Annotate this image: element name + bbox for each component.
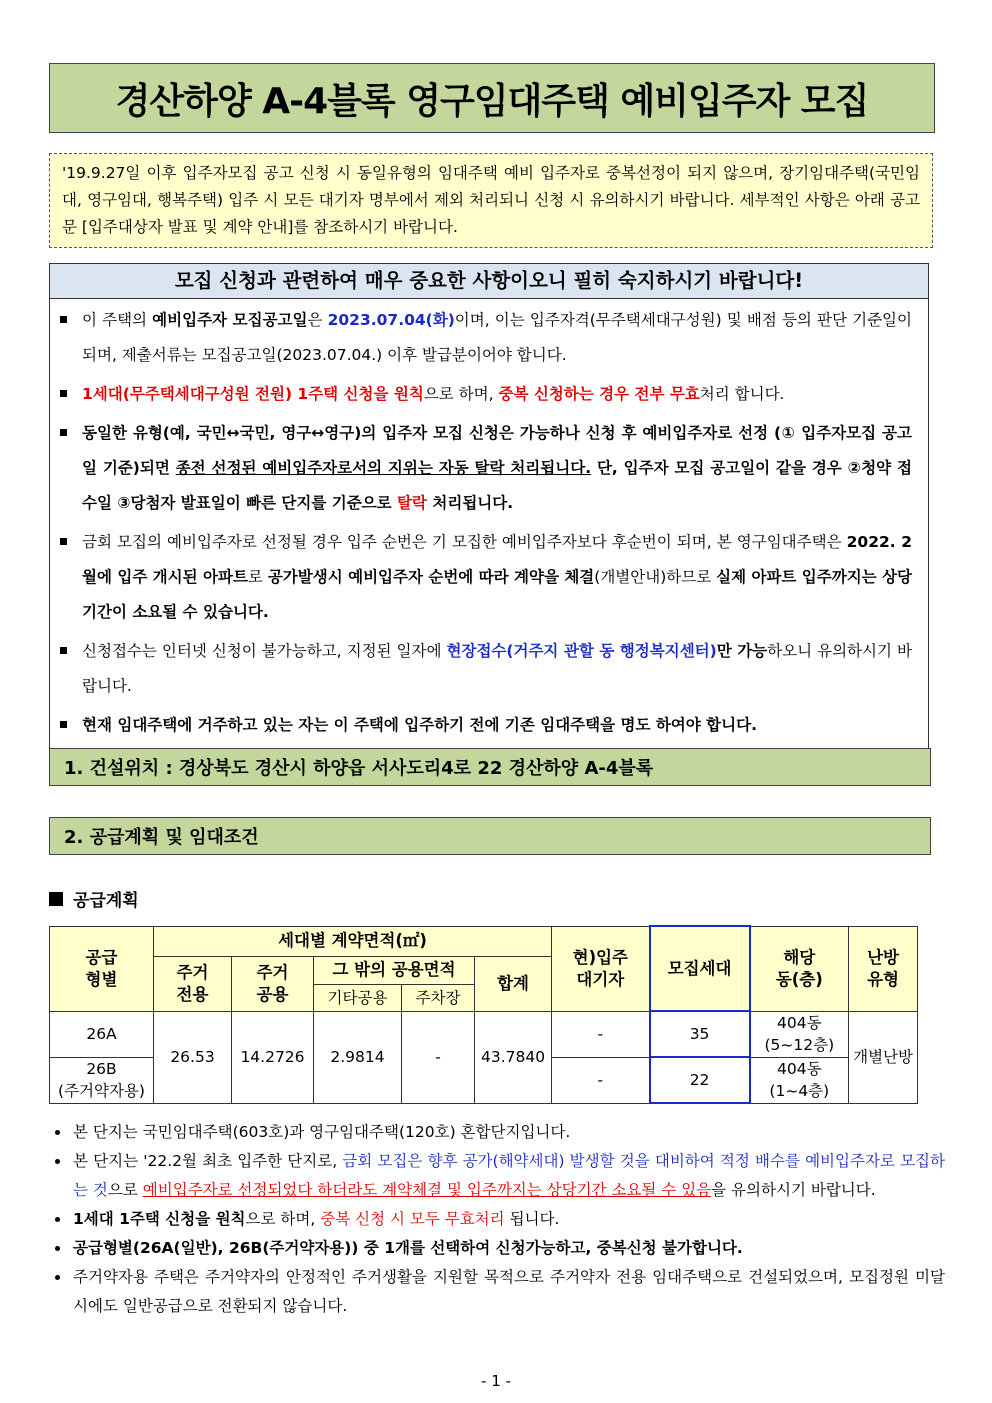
cell-recruit: 35 [650, 1011, 750, 1057]
table-row [50, 1011, 918, 1057]
important-heading: 모집 신청과 관련하여 매우 중요한 사항이오니 필히 숙지하시기 바랍니다! [50, 264, 928, 299]
note-item: 본 단지는 국민임대주택(603호)과 영구임대주택(120호) 혼합단지입니다. [49, 1118, 945, 1147]
section-location: 1. 건설위치 : 경상북도 경산시 하양읍 서사도리4로 22 경산하양 A-4블록 [49, 748, 931, 786]
header-current-waiting: 현)입주 대기자 [552, 926, 650, 1011]
cell-exclusive-area: 26.53 [154, 1011, 232, 1103]
header-recruit-households: 모집세대 [650, 926, 750, 1011]
note-item: 본 단지는 '22.2월 최초 입주한 단지로, 금회 모집은 향후 공가(해약세대) 발생할 것을 대비하여 적정 배수를 예비입주자로 모집하는 것으로 예비입주자로 선정되었다 하더라도 계약체결 및 입주까지는 상당기간 소요될 수 있음을 유의하시기 바랍니다. [49, 1147, 945, 1205]
cell-building: 404동 (1~4층) [750, 1057, 849, 1103]
note-item: 주거약자용 주택은 주거약자의 안정적인 주거생활을 지원할 목적으로 주거약자 전용 임대주택으로 건설되었으며, 모집정원 미달 시에도 일반공급으로 전환되지 않습니다. [49, 1263, 945, 1321]
header-building-floor: 해당 동(층) [750, 926, 849, 1011]
square-bullet-icon [49, 892, 63, 906]
important-item: 1세대(무주택세대구성원 전원) 1주택 신청을 원칙으로 하며, 중복 신청하는 경우 전부 무효처리 합니다. [60, 377, 912, 412]
important-item: 이 주택의 예비입주자 모집공고일은 2023.07.04(화)이며, 이는 입주자격(무주택세대구성원) 및 배점 등의 판단 기준일이 되며, 제출서류는 모집공고일(2023.07.04.) 이후 발급분이어야 합니다. [60, 303, 912, 373]
cell-heating: 개별난방 [849, 1011, 918, 1103]
page-number: - 1 - [481, 1372, 511, 1390]
notice-box: '19.9.27일 이후 입주자모집 공고 신청 시 동일유형의 임대주택 예비 입주자로 중복선정이 되지 않으며, 장기임대주택(국민임대, 영구임대, 행복주택) 입주 시 모든 대기자 명부에서 제외 처리되니 신청 시 유의하시기 바랍니다. 세부적인 사항은 아래 공고문 [입주대상자 발표 및 계약 안내]를 참조하시기 바랍니다. [49, 153, 933, 248]
supply-plan-table [49, 925, 918, 1104]
cell-type: 26A [50, 1011, 154, 1057]
cell-parking: - [402, 1011, 475, 1103]
square-bullet-icon [60, 647, 67, 654]
important-list [50, 299, 928, 753]
important-item: 동일한 유형(예, 국민↔국민, 영구↔영구)의 입주자 모집 신청은 가능하나 신청 후 예비입주자로 선정 (① 입주자모집 공고일 기준)되면 종전 선정된 예비입주자로서의 지위는 자동 탈락 처리됩니다. 단, 입주자 모집 공고일이 같을 경우 ②청약 접수일 ③당첨자 발표일이 빠른 단지를 기준으로 탈락 처리됩니다. [60, 416, 912, 521]
important-item: 신청접수는 인터넷 신청이 불가능하고, 지정된 일자에 현장접수(거주지 관할 동 행정복지센터)만 가능하오니 유의하시기 바랍니다. [60, 634, 912, 704]
cell-recruit: 22 [650, 1057, 750, 1103]
header-etc-common: 기타공용 [314, 984, 402, 1011]
cell-common-area: 14.2726 [232, 1011, 314, 1103]
header-exclusive-area: 주거 전용 [154, 956, 232, 1011]
square-bullet-icon [60, 538, 67, 545]
bullet-dot-icon [55, 1246, 60, 1251]
header-other-common: 그 밖의 공용면적 [314, 956, 475, 984]
square-bullet-icon [60, 390, 67, 397]
bullet-dot-icon [55, 1159, 60, 1164]
bullet-dot-icon [55, 1275, 60, 1280]
important-item: 현재 임대주택에 거주하고 있는 자는 이 주택에 입주하기 전에 기존 임대주택을 명도 하여야 합니다. [60, 708, 912, 743]
cell-total: 43.7840 [475, 1011, 552, 1103]
header-common-area: 주거 공용 [232, 956, 314, 1011]
note-item: 공급형별(26A(일반), 26B(주거약자용)) 중 1개를 선택하여 신청가능하고, 중복신청 불가합니다. [49, 1234, 945, 1263]
cell-waiting: - [552, 1011, 650, 1057]
section-supply-plan: 2. 공급계획 및 임대조건 [49, 817, 931, 855]
header-total: 합계 [475, 956, 552, 1011]
notes-list [49, 1118, 945, 1321]
note-item: 1세대 1주택 신청을 원칙으로 하며, 중복 신청 시 모두 무효처리 됩니다. [49, 1205, 945, 1234]
bullet-dot-icon [55, 1217, 60, 1222]
cell-type: 26B (주거약자용) [50, 1057, 154, 1103]
header-contract-area: 세대별 계약면적(㎡) [154, 926, 552, 956]
cell-building: 404동 (5~12층) [750, 1011, 849, 1057]
important-item: 금회 모집의 예비입주자로 선정될 경우 입주 순번은 기 모집한 예비입주자보다 후순번이 되며, 본 영구임대주택은 2022. 2월에 입주 개시된 아파트로 공가발생시 예비입주자 순번에 따라 계약을 체결(개별안내)하므로 실제 아파트 입주까지는 상당기간이 소요될 수 있습니다. [60, 525, 912, 630]
square-bullet-icon [60, 316, 67, 323]
header-parking: 주차장 [402, 984, 475, 1011]
document-title: 경산하양 A-4블록 영구임대주택 예비입주자 모집 [49, 63, 935, 133]
bullet-dot-icon [55, 1130, 60, 1135]
header-heating-type: 난방 유형 [849, 926, 918, 1011]
important-notice-panel [49, 263, 929, 754]
cell-etc-common: 2.9814 [314, 1011, 402, 1103]
cell-waiting: - [552, 1057, 650, 1103]
header-supply-type: 공급 형별 [50, 926, 154, 1011]
supply-plan-heading: 공급계획 [49, 886, 139, 911]
square-bullet-icon [60, 429, 67, 436]
square-bullet-icon [60, 721, 67, 728]
